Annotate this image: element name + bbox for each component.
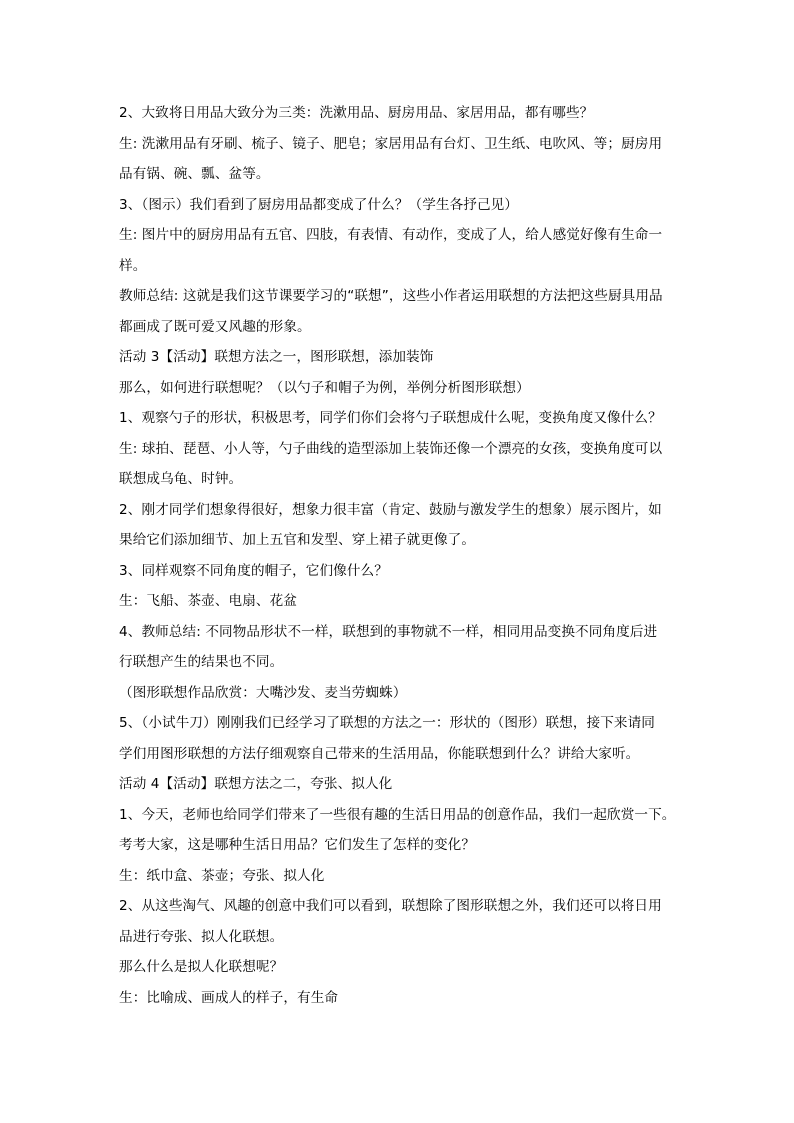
- text-line: 生：飞船、茶壶、电扇、花盆: [119, 593, 298, 609]
- text-line: 生：纸巾盒、茶壶；夸张、拟人化: [119, 867, 325, 884]
- text-line: 学们用图形联想的方法仔细观察自己带来的生活用品，你能联想到什么？讲给大家听。: [119, 745, 640, 762]
- text-line: 3、（图示）我们看到了厨房用品都变成了什么？（学生各抒己见）: [119, 196, 519, 213]
- text-line: 2、大致将日用品大致分为三类：洗漱用品、厨房用品、家居用品，都有哪些？: [119, 105, 594, 121]
- activity-heading: 活动 4【活动】联想方法之二，夸张、拟人化: [119, 776, 393, 792]
- text-line: 2、从这些淘气、风趣的创意中我们可以看到，联想除了图形联想之外，我们还可以将日用: [119, 898, 662, 914]
- text-line: 5、（小试牛刀）刚刚我们已经学习了联想的方法之一：形状的（图形）联想，接下来请同: [119, 715, 656, 731]
- text-line: 都画成了既可爱又风趣的形象。: [119, 318, 311, 335]
- document-body: [119, 98, 679, 1013]
- text-line: 生: 图片中的厨房用品有五官、四肢，有表情、有动作，变成了人，给人感觉好像有生命一: [119, 227, 663, 243]
- text-line: 2、刚才同学们想象得很好，想象力很丰富（肯定、鼓励与激发学生的想象）展示图片，如: [119, 501, 662, 518]
- text-line: 教师总结: 这就是我们这节课要学习的“联想”，这些小作者运用联想的方法把这些厨具用品: [119, 288, 663, 304]
- activity-heading: 活动 3【活动】联想方法之一，图形联想，添加装饰: [119, 349, 434, 365]
- text-line: 生: 洗漱用品有牙刷、梳子、镜子、肥皂；家居用品有台灯、卫生纸、电吹风、等；厨房用: [119, 135, 663, 152]
- text-line: 3、同样观察不同角度的帽子，它们像什么？: [119, 562, 388, 579]
- text-line: 样。: [119, 257, 147, 274]
- text-line: 生：比喻成、画成人的样子，有生命: [119, 989, 339, 1006]
- text-line: 品进行夸张、拟人化联想。: [119, 928, 284, 945]
- text-line: 生: 球拍、琵琶、小人等，勺子曲线的造型添加上装饰还像一个漂亮的女孩，变换角度可以: [119, 440, 663, 457]
- text-line: 那么什么是拟人化联想呢？: [119, 959, 284, 975]
- text-line: （图形联想作品欣赏：大嘴沙发、麦当劳蜘蛛）: [119, 684, 407, 701]
- text-line: 联想成乌龟、时钟。: [119, 471, 243, 487]
- text-line: 果给它们添加细节、加上五官和发型、穿上裙子就更像了。: [119, 532, 476, 548]
- text-line: 4、教师总结: 不同物品形状不一样，联想到的事物就不一样，相同用品变换不同角度后进: [119, 623, 658, 640]
- text-line: 那么，如何进行联想呢？（以勺子和帽子为例，举例分析图形联想）: [119, 379, 530, 396]
- text-line: 考考大家，这是哪种生活日用品？它们发生了怎样的变化？: [119, 837, 476, 853]
- text-line: 行联想产生的结果也不同。: [119, 654, 284, 670]
- text-line: 品有锅、碗、瓢、盆等。: [119, 166, 270, 182]
- text-line: 1、观察勺子的形状，积极思考，同学们你们会将勺子联想成什么呢，变换角度又像什么？: [119, 410, 662, 426]
- text-line: 1、今天，老师也给同学们带来了一些很有趣的生活日用品的创意作品，我们一起欣赏一下。: [119, 806, 676, 823]
